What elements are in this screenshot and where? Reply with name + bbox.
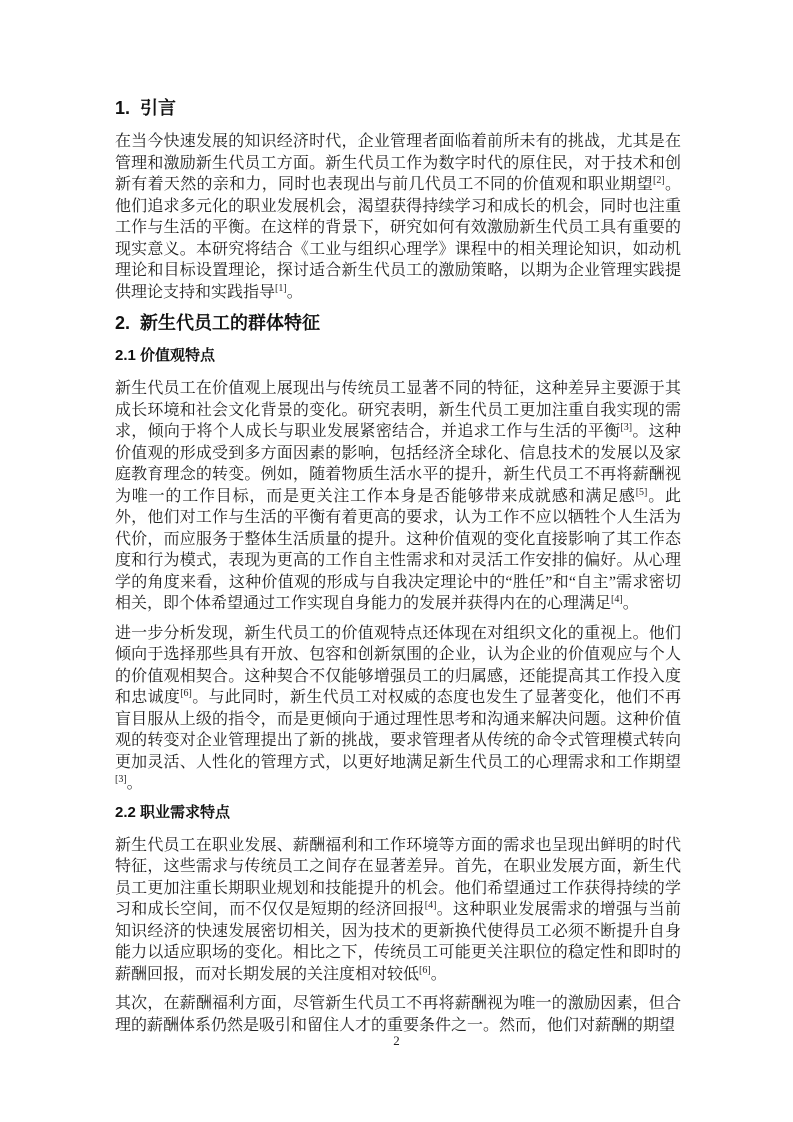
text-run: 进一步分析发现，新生代员工的价值观特点还体现在对组织文化的重视上。他们倾向于选择那些具有开放、包容和创新氛围的企业，认为企业的价值观应与个人的价值观相契合。这种契合不仅能够增强员工的归属感，还能提高其工作投入度和忠诚度 [115,624,681,706]
section-2-2-heading: 2.2 职业需求特点 [115,803,231,821]
citation-marker: [3] [620,422,633,433]
text-run: 。 [622,595,639,612]
document-content [115,96,681,1044]
text-run: 。 [286,283,303,301]
text-run: 。这种职业发展需求的增强与当前知识经济的快速发展密切相关，因为技术的更新换代使得员工必须不断提升自身能力以适应职场的变化。相比之下，传统员工可能更关注职位的稳定性和即时的薪酬回报，而对长期发展的关注度相对较低 [115,901,681,983]
citation-marker: [2] [653,175,665,186]
section-2-1-heading: 2.1 价值观特点 [115,347,216,364]
intro-paragraph [115,131,681,303]
section-1-heading: 1. 引言 [115,98,177,118]
citation-marker: [4] [424,900,437,911]
text-run: 。与此同时，新生代员工对权威的态度也发生了显著变化，他们不再盲目服从上级的指令，而是更倾向于通过理性思考和沟通来解决问题。这种价值观的转变对企业管理提出了新的挑战，要求管理者从传统的命令式管理模式转向更加灵活、人性化的管理方式，以更好地满足新生代员工的心理需求和工作期望 [115,689,681,771]
values-paragraph-2 [115,623,681,795]
text-run: 。 [430,965,447,983]
text-run: 。这种价值观的形成受到多方面因素的影响，包括经济全球化、信息技术的发展以及家庭教育理念的转变。例如，随着物质生活水平的提升，新生代员工不再将薪酬视为唯一的工作目标，而是更关注工作本身是否能够带来成就感和满足感 [115,423,681,505]
text-run: 。此外，他们对工作与生活的平衡有着更高的要求，认为工作不应以牺牲个人生活为代价，而应服务于整体生活质量的提升。这种价值观的变化直接影响了其工作态度和行为模式，表现为更高的工作自主性需求和对灵活工作安排的偏好。从心理学的角度来看，这种价值观的形成与自我决定理论中的“胜任”和“自主”需求密切相关，即个体希望通过工作实现自身能力的发展并获得内在的心理满足 [115,487,681,612]
text-run: 。 [126,775,143,792]
citation-marker: [3] [115,774,127,785]
text-run: 新生代员工在职业发展、薪酬福利和工作环境等方面的需求也呈现出鲜明的时代特征，这些需求与传统员工之间存在显著差异。首先，在职业发展方面，新生代员工更加注重长期职业规划和技能提升的机会。他们希望通过工作获得持续的学习和成长空间，而不仅仅是短期的经济回报 [115,836,681,918]
text-run: 其次，在薪酬福利方面，尽管新生代员工不再将薪酬视为唯一的激励因素，但合理的薪酬体系仍然是吸引和留住人才的重要条件之一。然而，他们对薪酬的期望 [115,995,681,1034]
career-needs-paragraph-2 [115,993,681,1036]
values-paragraph-1 [115,378,681,615]
section-2-heading: 2. 新生代员工的群体特征 [115,313,321,333]
citation-marker: [6] [180,688,192,699]
text-run: 新生代员工在价值观上展现出与传统员工显著不同的特征，这种差异主要源于其成长环境和社会文化背景的变化。研究表明，新生代员工更加注重自我实现的需求，倾向于将个人成长与职业发展紧密结合，并追求工作与生活的平衡 [115,380,681,440]
citation-marker: [4] [611,594,623,605]
text-run: 。他们追求多元化的职业发展机会，渴望获得持续学习和成长的机会，同时也注重工作与生活的平衡。在这样的背景下，研究如何有效激励新生代员工具有重要的现实意义。本研究将结合《工业与组织心理学》课程中的相关理论知识，如动机理论和目标设置理论，探讨适合新生代员工的激励策略，以期为企业管理实践提供理论支持和实践指导 [115,176,681,301]
text-run: 在当今快速发展的知识经济时代，企业管理者面临着前所未有的挑战，尤其是在管理和激励新生代员工方面。新生代员工作为数字时代的原住民，对于技术和创新有着天然的亲和力，同时也表现出与前几代员工不同的价值观和职业期望 [115,133,681,193]
page-number: 2 [393,1033,400,1048]
career-needs-paragraph-1 [115,835,681,986]
citation-marker: [6] [419,964,431,976]
citation-marker: [5] [635,486,648,498]
citation-marker: [1] [275,282,287,294]
